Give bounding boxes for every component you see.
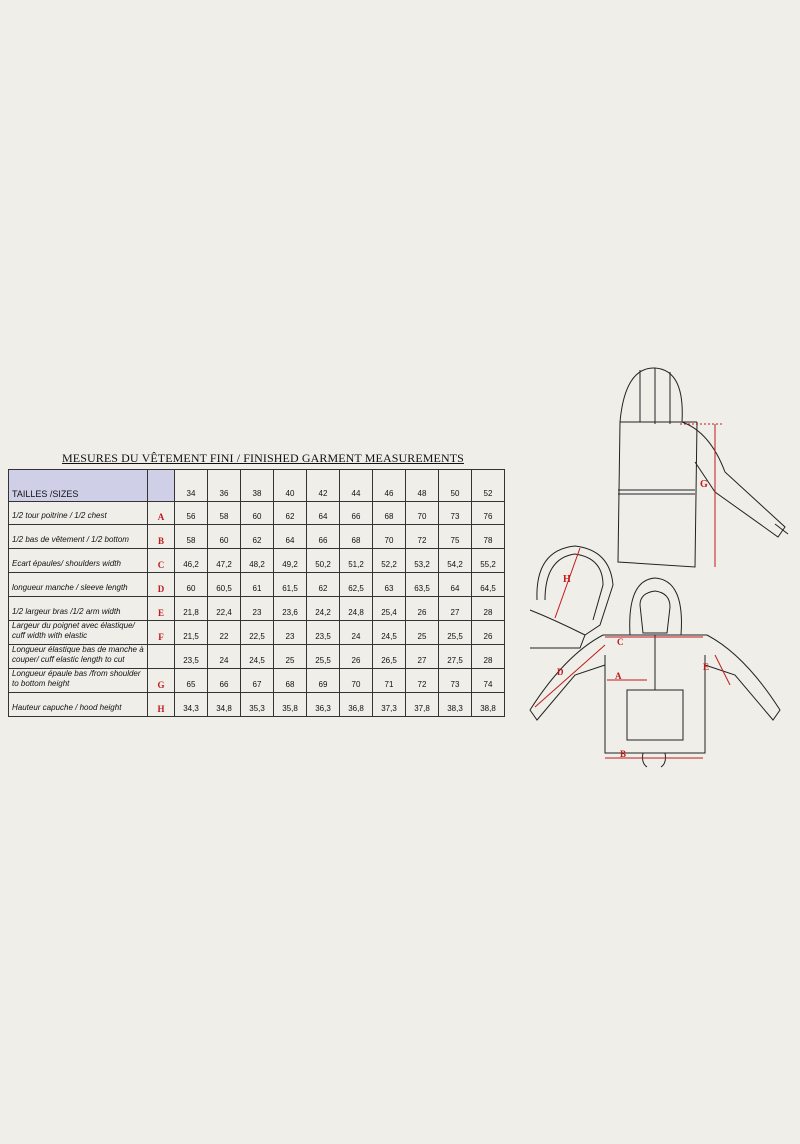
measurement-cell: 21,5 xyxy=(175,621,208,645)
measurement-cell: 35,8 xyxy=(274,693,307,717)
measurement-cell: 23,6 xyxy=(274,597,307,621)
measurement-cell: 22,5 xyxy=(241,621,274,645)
measurement-cell: 61,5 xyxy=(274,573,307,597)
row-label: Largeur du poignet avec élastique/ cuff width with elastic xyxy=(9,621,148,645)
size-header: 34 xyxy=(175,470,208,502)
row-label: longueur manche / sleeve length xyxy=(9,573,148,597)
size-header: 48 xyxy=(406,470,439,502)
measurement-cell: 24,5 xyxy=(241,645,274,669)
measurement-cell: 50,2 xyxy=(307,549,340,573)
table-row xyxy=(9,645,505,669)
table-header-row xyxy=(9,470,505,502)
row-letter xyxy=(148,645,175,669)
measurement-cell: 53,2 xyxy=(406,549,439,573)
measurement-cell: 60 xyxy=(241,502,274,525)
measurement-cell: 25,5 xyxy=(307,645,340,669)
measurement-cell: 66 xyxy=(307,525,340,549)
measurement-cell: 38,3 xyxy=(439,693,472,717)
label-g: G xyxy=(700,479,708,490)
table-row xyxy=(9,573,505,597)
measurement-cell: 26 xyxy=(340,645,373,669)
measurement-cell: 64 xyxy=(439,573,472,597)
measurement-cell: 71 xyxy=(373,669,406,693)
label-c: C xyxy=(617,637,624,647)
measurement-cell: 38,8 xyxy=(472,693,505,717)
measurement-cell: 68 xyxy=(373,502,406,525)
measurement-cell: 76 xyxy=(472,502,505,525)
measurement-cell: 23,5 xyxy=(307,621,340,645)
measurement-cell: 34,3 xyxy=(175,693,208,717)
measurement-cell: 25 xyxy=(274,645,307,669)
measurement-cell: 22 xyxy=(208,621,241,645)
measurement-cell: 78 xyxy=(472,525,505,549)
measurement-cell: 35,3 xyxy=(241,693,274,717)
measurement-cell: 67 xyxy=(241,669,274,693)
measurement-cell: 28 xyxy=(472,645,505,669)
measurement-cell: 49,2 xyxy=(274,549,307,573)
measurement-cell: 27,5 xyxy=(439,645,472,669)
measurement-cell: 63,5 xyxy=(406,573,439,597)
front-view-sketch xyxy=(515,575,800,770)
measurement-cell: 25,4 xyxy=(373,597,406,621)
row-label: Hauteur capuche / hood height xyxy=(9,693,148,717)
measurement-cell: 70 xyxy=(373,525,406,549)
measurement-cell: 27 xyxy=(406,645,439,669)
measurement-cell: 69 xyxy=(307,669,340,693)
measurement-cell: 24 xyxy=(208,645,241,669)
row-letter: H xyxy=(148,693,175,717)
measurement-cell: 72 xyxy=(406,525,439,549)
size-header: 42 xyxy=(307,470,340,502)
measurement-cell: 60 xyxy=(175,573,208,597)
size-header: 38 xyxy=(241,470,274,502)
measurement-cell: 68 xyxy=(340,525,373,549)
measurement-cell: 70 xyxy=(340,669,373,693)
table-row xyxy=(9,597,505,621)
size-header: 50 xyxy=(439,470,472,502)
page-title: MESURES DU VÊTEMENT FINI / FINISHED GARMENT MEASUREMENTS xyxy=(62,451,464,465)
row-label: Longueur épaule bas /from shoulder to bottom height xyxy=(9,669,148,693)
measurement-cell: 61 xyxy=(241,573,274,597)
measurement-cell: 73 xyxy=(439,669,472,693)
label-e: E xyxy=(703,662,710,672)
measurement-cell: 22,4 xyxy=(208,597,241,621)
table-row xyxy=(9,669,505,693)
table-row xyxy=(9,502,505,525)
measurement-cell: 64 xyxy=(274,525,307,549)
measurement-cell: 48,2 xyxy=(241,549,274,573)
measurement-cell: 37,8 xyxy=(406,693,439,717)
measurement-cell: 37,3 xyxy=(373,693,406,717)
measurement-cell: 24,2 xyxy=(307,597,340,621)
row-letter: A xyxy=(148,502,175,525)
measurement-cell: 75 xyxy=(439,525,472,549)
row-label: 1/2 tour poitrine / 1/2 chest xyxy=(9,502,148,525)
measurement-cell: 63 xyxy=(373,573,406,597)
size-header: 52 xyxy=(472,470,505,502)
measurement-cell: 62 xyxy=(241,525,274,549)
measurement-cell: 64 xyxy=(307,502,340,525)
label-a: A xyxy=(615,671,622,681)
measurement-cell: 66 xyxy=(340,502,373,525)
measurement-cell: 25 xyxy=(406,621,439,645)
measurement-cell: 58 xyxy=(175,525,208,549)
row-letter: E xyxy=(148,597,175,621)
measurement-cell: 26 xyxy=(406,597,439,621)
measurement-cell: 55,2 xyxy=(472,549,505,573)
measurement-cell: 51,2 xyxy=(340,549,373,573)
table-row xyxy=(9,549,505,573)
size-header: 46 xyxy=(373,470,406,502)
size-header: 44 xyxy=(340,470,373,502)
measurement-cell: 36,3 xyxy=(307,693,340,717)
measurement-cell: 24 xyxy=(340,621,373,645)
measurement-cell: 74 xyxy=(472,669,505,693)
row-letter: F xyxy=(148,621,175,645)
row-label: Ecart épaules/ shoulders width xyxy=(9,549,148,573)
measurement-cell: 47,2 xyxy=(208,549,241,573)
measurement-cell: 56 xyxy=(175,502,208,525)
row-letter: C xyxy=(148,549,175,573)
label-b: B xyxy=(620,749,627,759)
table-row xyxy=(9,525,505,549)
measurement-cell: 70 xyxy=(406,502,439,525)
size-header: 40 xyxy=(274,470,307,502)
measurement-cell: 28 xyxy=(472,597,505,621)
measurement-cell: 73 xyxy=(439,502,472,525)
measurement-cell: 60,5 xyxy=(208,573,241,597)
measurement-cell: 60 xyxy=(208,525,241,549)
measurement-cell: 62 xyxy=(307,573,340,597)
measurement-cell: 21,8 xyxy=(175,597,208,621)
measurement-cell: 24,8 xyxy=(340,597,373,621)
measurement-cell: 34,8 xyxy=(208,693,241,717)
measurement-cell: 64,5 xyxy=(472,573,505,597)
row-label: 1/2 largeur bras /1/2 arm width xyxy=(9,597,148,621)
measurement-cell: 26 xyxy=(472,621,505,645)
row-letter: B xyxy=(148,525,175,549)
measurement-cell: 25,5 xyxy=(439,621,472,645)
row-label: Longueur élastique bas de manche à couper/ cuff elastic length to cut xyxy=(9,645,148,669)
table-row xyxy=(9,693,505,717)
measurement-cell: 62 xyxy=(274,502,307,525)
measurement-cell: 36,8 xyxy=(340,693,373,717)
measurement-cell: 24,5 xyxy=(373,621,406,645)
row-label: 1/2 bas de vêtement / 1/2 bottom xyxy=(9,525,148,549)
row-letter: D xyxy=(148,573,175,597)
table-row xyxy=(9,621,505,645)
letter-header-cell xyxy=(148,470,175,502)
measurement-cell: 52,2 xyxy=(373,549,406,573)
measurement-cell: 72 xyxy=(406,669,439,693)
measurement-cell: 65 xyxy=(175,669,208,693)
measurement-cell: 23 xyxy=(241,597,274,621)
measurement-cell: 26,5 xyxy=(373,645,406,669)
measurement-cell: 23,5 xyxy=(175,645,208,669)
measurement-cell: 27 xyxy=(439,597,472,621)
measurement-cell: 58 xyxy=(208,502,241,525)
measurement-cell: 46,2 xyxy=(175,549,208,573)
sizes-header-label: TAILLES /SIZES xyxy=(9,470,148,502)
label-h: H xyxy=(563,574,571,585)
back-view-sketch xyxy=(600,362,800,577)
measurement-table xyxy=(8,469,505,717)
measurement-cell: 62,5 xyxy=(340,573,373,597)
size-header: 36 xyxy=(208,470,241,502)
row-letter: G xyxy=(148,669,175,693)
label-d: D xyxy=(557,667,564,677)
measurement-cell: 66 xyxy=(208,669,241,693)
measurement-cell: 23 xyxy=(274,621,307,645)
measurement-cell: 68 xyxy=(274,669,307,693)
measurement-cell: 54,2 xyxy=(439,549,472,573)
